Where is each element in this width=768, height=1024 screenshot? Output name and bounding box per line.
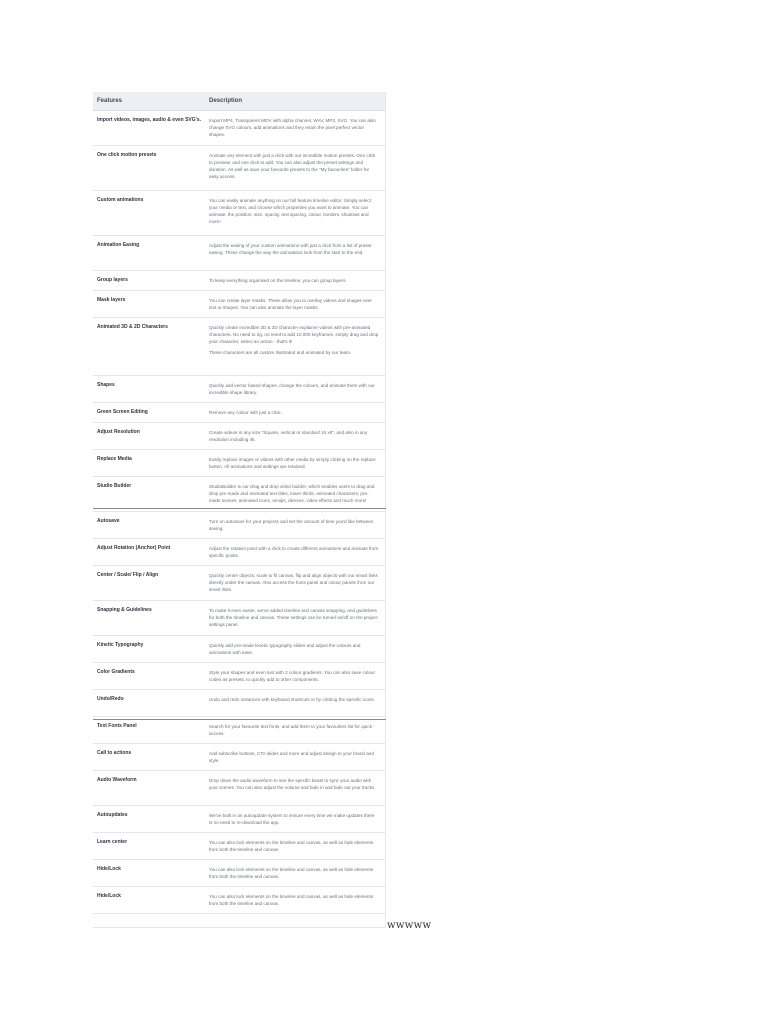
feature-cell: Hide/Lock xyxy=(97,866,121,872)
description-cell xyxy=(205,777,385,791)
table-row xyxy=(93,539,385,566)
feature-cell: Center / Scale/ Flip / Align xyxy=(97,572,159,578)
description-text: To make it even easier, we've added timeline and canvas snapping, and guidelines for both the timeline and canvas. These settings can be turned on/off on the project settings panel. xyxy=(209,608,378,628)
feature-cell: Import videos, images, audio & even SVG's. xyxy=(97,117,201,123)
description-text: We've built in an autoupdate system to ensure every time we make updates there is no need to re-download the app. xyxy=(209,813,375,826)
feature-cell: Snapping & Guidelines xyxy=(97,607,152,613)
description-text: Import MP4, Transparent MOV with alpha channel, WAV, MP3, SVG. You can also change SVG colours, add animations and they retain the pixel perfect vector shapes. xyxy=(209,118,376,138)
feature-cell: Animated 3D & 2D Characters xyxy=(97,324,168,330)
description-text: StudioBuilder is our drag and drop video builder, which enables users to drag and drop pre-made and animated text titles, lower thirds, animated characters, pre-made scenes, animated icons, emojis, devices, video effects and much more! xyxy=(209,484,375,504)
table-row xyxy=(93,512,385,539)
description-cell xyxy=(205,723,385,737)
table-row xyxy=(93,636,385,663)
table-row xyxy=(93,376,385,403)
description-cell xyxy=(205,572,385,593)
description-cell xyxy=(205,483,385,504)
description-cell xyxy=(205,456,385,470)
table-row xyxy=(93,717,385,744)
description-cell xyxy=(205,277,385,284)
table-row xyxy=(93,566,385,601)
description-text: You can easily animate anything on our full feature timeline editor. Simply select your media or text, and choose which properties you want to animate. You can animate, the position, size, opacity, text spacing, colour, borders, shadows and more! xyxy=(209,198,371,225)
table-row xyxy=(93,663,385,690)
feature-cell: Green Screen Editing xyxy=(97,409,148,415)
feature-cell: Mask layers xyxy=(97,297,126,303)
description-cell xyxy=(205,117,385,138)
table-row xyxy=(93,236,385,271)
description-cell xyxy=(205,607,385,628)
feature-cell: Learn center xyxy=(97,839,128,845)
table-row xyxy=(93,146,385,191)
table-row xyxy=(93,860,385,887)
table-header xyxy=(93,92,385,111)
feature-cell: Text Fonts Panel xyxy=(97,723,137,729)
features-column-header: Features xyxy=(97,98,123,104)
feature-cell: Kinetic Typography xyxy=(97,642,144,648)
feature-cell: Autoupdates xyxy=(97,812,128,818)
description-cell xyxy=(205,297,385,311)
description-cell xyxy=(205,382,385,396)
description-cell xyxy=(205,197,385,225)
page-break-line xyxy=(93,508,386,509)
feature-cell: Group layers xyxy=(97,277,128,283)
feature-cell: Replace Media xyxy=(97,456,132,462)
feature-cell: Autosave xyxy=(97,518,120,524)
feature-cell: Custom animations xyxy=(97,197,144,203)
table-row xyxy=(93,744,385,771)
table-row xyxy=(93,271,385,291)
description-cell xyxy=(205,518,385,532)
description-text: Style your shapes and even text with 2 colour gradients. You can also save colour codes as presets, to quickly add to other components. xyxy=(209,670,375,683)
feature-cell: Adjust Rotation (Anchor) Point xyxy=(97,545,171,551)
description-cell xyxy=(205,839,385,853)
description-note: These characters are all custom illustrated and animated by our team. xyxy=(209,350,352,356)
description-cell xyxy=(205,324,385,356)
feature-cell: Hide/Lock xyxy=(97,893,121,899)
description-text: Create videos in any size "Square, vertical or standard 16 x9", and also in any resolution including 4k. xyxy=(209,430,368,443)
feature-cell: Animation Easing xyxy=(97,242,140,248)
table-row xyxy=(93,191,385,236)
description-column-header: Description xyxy=(209,98,243,104)
table-row xyxy=(93,833,385,860)
description-text: Quickly add pre-made kinetic typography slides and adjust the colours and animations with ease. xyxy=(209,643,361,656)
feature-cell: Undo/Redo xyxy=(97,696,124,702)
table-row xyxy=(93,291,385,318)
features-table-page xyxy=(93,92,386,928)
feature-cell: Shapes xyxy=(97,382,115,388)
description-cell xyxy=(205,696,385,703)
description-text: Adjust the rotation point with a click to create different animations and animate from specific points. xyxy=(209,546,379,559)
table-row xyxy=(93,806,385,833)
description-cell xyxy=(205,409,385,416)
table-row xyxy=(93,477,385,512)
description-text: Animate any element with just a click with our incredible motion presets. One click to preview, and one click to add. You can also adjust the preset settings and duration. As well as save your favourite presets to the "My favourites" folder for easy access. xyxy=(209,153,376,180)
table-row xyxy=(93,111,385,146)
description-cell xyxy=(205,812,385,826)
description-text: You can also lock elements on the timeline and canvas, as well as hide elements from both the timeline and canvas. xyxy=(209,840,374,853)
feature-cell: Audio Waveform xyxy=(97,777,137,783)
description-text: Adjust the easing of your custom animations with just a click from a list of preset easing. These change the way the animations look from the start to the end. xyxy=(209,243,372,256)
feature-cell: Call to actions xyxy=(97,750,132,756)
feature-cell: Studio Builder xyxy=(97,483,132,489)
description-cell xyxy=(205,893,385,907)
description-text: Search for your favourite text fonts, and add them to your favourites list for quick access. xyxy=(209,724,372,737)
description-text: You can create layer masks. These allow you to overlay videos and images over text or shapes. You can also animate the layer masks. xyxy=(209,298,372,311)
description-text: Undo and redo instances with keyboard shortcuts or by clicking the specific icons. xyxy=(209,697,375,702)
description-text: Quickly center objects, scale to fit canvas, flip and align objects with our smart links directly under the canvas. Also access the fonts panel and colour panels from our smart links. xyxy=(209,573,378,593)
description-cell xyxy=(205,866,385,880)
table-row xyxy=(93,423,385,450)
description-cell xyxy=(205,429,385,443)
table-body xyxy=(93,111,385,927)
page-break-line xyxy=(93,719,386,720)
description-cell xyxy=(205,642,385,656)
description-text: Quickly create incredible 2D & 3D character explainer videos with pre-animated characters. No need to rig, no need to add 10,000 keyframes, simply drag and drop your character, select an action - that's it! xyxy=(209,325,379,345)
table-row xyxy=(93,450,385,477)
feature-cell: Adjust Resolution xyxy=(97,429,140,435)
description-cell xyxy=(205,750,385,764)
feature-cell: One click motion presets xyxy=(97,152,157,158)
description-text: Turn on autosave for your projects and set the amount of time you'd like between saving. xyxy=(209,519,374,532)
table-row xyxy=(93,601,385,636)
table-row xyxy=(93,403,385,423)
description-text: You can also lock elements on the timeline and canvas, as well as hide elements from both the timeline and canvas. xyxy=(209,894,374,907)
description-cell xyxy=(205,242,385,256)
trailing-text: wwwww xyxy=(387,920,432,931)
description-text: Quickly add vector based shapes, change the colours, and animate them with our incredible shape library. xyxy=(209,383,375,396)
description-text: You can also lock elements on the timeline and canvas, as well as hide elements from both the timeline and canvas. xyxy=(209,867,374,880)
description-text: Drop down the audio waveform to see the specific beats to sync your audio with your scenes. You can also adjust the volume and fade in and fade out your tracks. xyxy=(209,778,376,791)
description-cell xyxy=(205,545,385,559)
description-text: Add subscribe buttons, CTA slides and more and adjust design to your brand and style. xyxy=(209,751,374,764)
description-cell xyxy=(205,152,385,180)
table-row xyxy=(93,690,385,717)
description-cell xyxy=(205,669,385,683)
feature-cell: Color Gradients xyxy=(97,669,135,675)
description-text: To keep everything organised on the timeline, you can group layers. xyxy=(209,278,347,283)
description-text: Easily replace images or videos with other media by simply clicking on the replace button. All animations and settings are retained. xyxy=(209,457,376,470)
description-text: Remove any colour with just a click. xyxy=(209,410,282,415)
table-row xyxy=(93,318,385,376)
table-row xyxy=(93,771,385,806)
table-row xyxy=(93,887,385,914)
features-table xyxy=(93,92,385,927)
